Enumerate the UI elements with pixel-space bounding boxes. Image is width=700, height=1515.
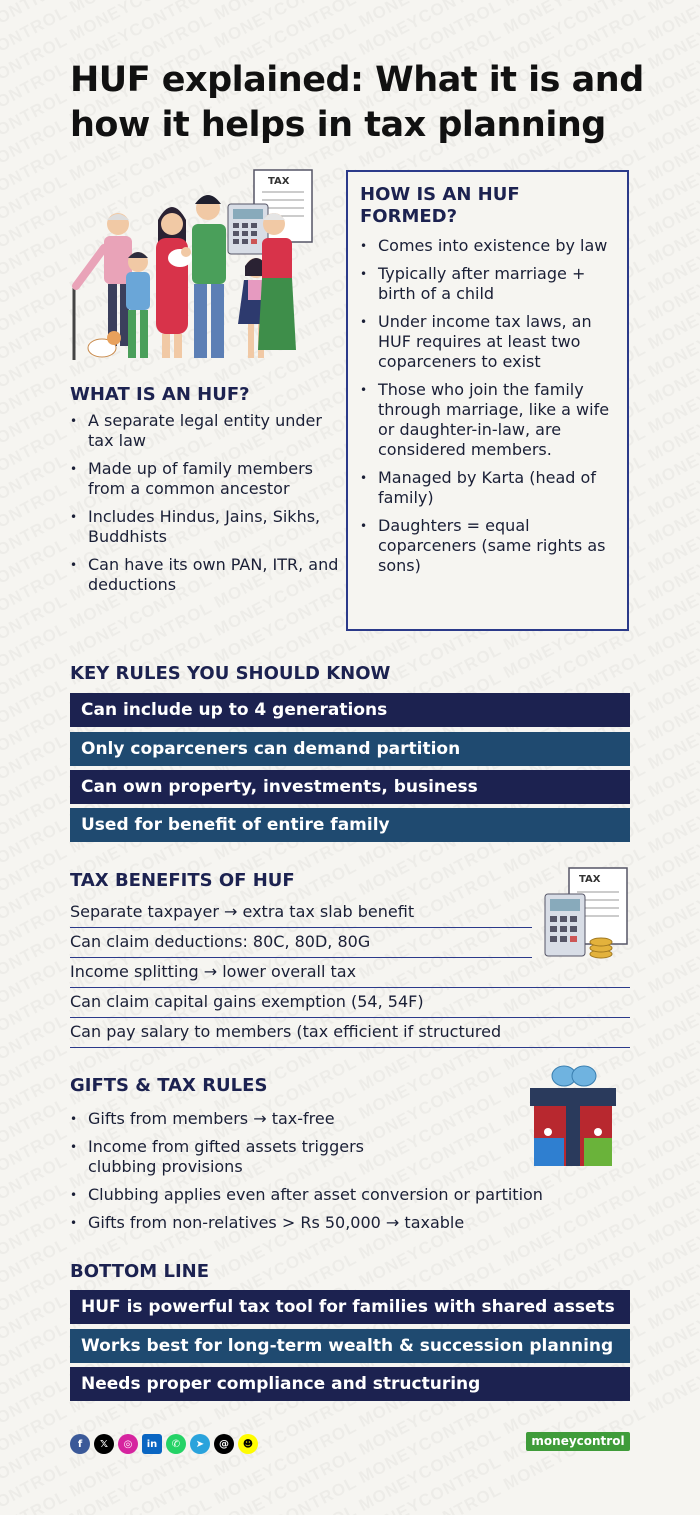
how-formed-box bbox=[346, 170, 629, 631]
list-item: • Comes into existence by law bbox=[360, 236, 622, 256]
list-item: • Can have its own PAN, ITR, and deductions bbox=[70, 555, 340, 595]
tax-doc-label: TAX bbox=[268, 176, 290, 187]
whatsapp-icon[interactable]: ✆ bbox=[166, 1434, 186, 1454]
key-rules-heading: KEY RULES YOU SHOULD KNOW bbox=[70, 663, 391, 684]
gift-box-icon bbox=[526, 1060, 620, 1168]
list-item: • Made up of family members from a common ancestor bbox=[70, 459, 340, 499]
watermark-row bbox=[0, 0, 700, 59]
list-item: • Those who join the family through marriage, like a wife or daughter-in-law, are considered members. bbox=[360, 380, 622, 460]
key-rule-bar: Only coparceners can demand partition bbox=[70, 732, 630, 766]
bottom-line-bar: HUF is powerful tax tool for families with shared assets bbox=[70, 1290, 630, 1324]
bottom-line-heading: BOTTOM LINE bbox=[70, 1261, 209, 1282]
list-item: • Under income tax laws, an HUF requires at least two coparceners to exist bbox=[360, 312, 622, 372]
list-item: • Gifts from members → tax-free bbox=[70, 1109, 630, 1129]
benefit-row: Can claim deductions: 80C, 80D, 80G bbox=[70, 932, 371, 951]
tax-doc-label: TAX bbox=[579, 874, 601, 885]
telegram-icon[interactable]: ➤ bbox=[190, 1434, 210, 1454]
what-is-list bbox=[70, 411, 340, 595]
divider bbox=[70, 957, 532, 958]
benefit-row: Can pay salary to members (tax efficient if structured bbox=[70, 1022, 502, 1041]
divider bbox=[70, 1017, 630, 1018]
linkedin-icon[interactable]: in bbox=[142, 1434, 162, 1454]
divider bbox=[70, 1047, 630, 1048]
list-item: • Includes Hindus, Jains, Sikhs, Buddhists bbox=[70, 507, 340, 547]
what-is-heading: WHAT IS AN HUF? bbox=[70, 384, 250, 405]
bottom-line-bar: Needs proper compliance and structuring bbox=[70, 1367, 630, 1401]
instagram-icon[interactable]: ◎ bbox=[118, 1434, 138, 1454]
list-item: • Managed by Karta (head of family) bbox=[360, 468, 622, 508]
benefit-row: Separate taxpayer → extra tax slab benefit bbox=[70, 902, 415, 921]
how-formed-list bbox=[360, 236, 622, 576]
family-illustration bbox=[68, 168, 320, 364]
x-icon[interactable]: 𝕏 bbox=[94, 1434, 114, 1454]
list-item: • Daughters = equal coparceners (same rights as sons) bbox=[360, 516, 622, 576]
divider bbox=[70, 987, 630, 988]
bottom-line-bar: Works best for long-term wealth & succession planning bbox=[70, 1329, 630, 1363]
gifts-heading: GIFTS & TAX RULES bbox=[70, 1075, 268, 1096]
tax-benefits-heading: TAX BENEFITS OF HUF bbox=[70, 870, 295, 891]
watermark-row bbox=[0, 0, 700, 31]
page-title: HUF explained: What it is and how it helps in tax planning bbox=[70, 60, 644, 145]
list-item: • Income from gifted assets triggers clubbing provisions bbox=[70, 1137, 428, 1177]
list-item: • Gifts from non-relatives > Rs 50,000 → taxable bbox=[70, 1213, 630, 1233]
father-figure bbox=[192, 195, 226, 358]
social-links bbox=[70, 1434, 258, 1454]
grandfather-figure bbox=[74, 213, 132, 360]
list-item: • Typically after marriage + birth of a child bbox=[360, 264, 622, 304]
how-formed-heading: HOW IS AN HUF FORMED? bbox=[360, 184, 520, 227]
snapchat-icon[interactable]: ☻ bbox=[238, 1434, 258, 1454]
key-rule-bar: Can own property, investments, business bbox=[70, 770, 630, 804]
benefit-row: Can claim capital gains exemption (54, 54F) bbox=[70, 992, 424, 1011]
moneycontrol-logo[interactable]: moneycontrol bbox=[526, 1432, 630, 1451]
tax-calculator-illustration bbox=[543, 866, 631, 960]
list-item: • Clubbing applies even after asset conversion or partition bbox=[70, 1185, 630, 1205]
threads-icon[interactable]: @ bbox=[214, 1434, 234, 1454]
benefit-row: Income splitting → lower overall tax bbox=[70, 962, 357, 981]
facebook-icon[interactable]: f bbox=[70, 1434, 90, 1454]
list-item: • A separate legal entity under tax law bbox=[70, 411, 340, 451]
watermark-row bbox=[0, 0, 700, 3]
divider bbox=[70, 927, 532, 928]
mother-figure bbox=[156, 207, 192, 358]
key-rule-bar: Used for benefit of entire family bbox=[70, 808, 630, 842]
dog-figure bbox=[88, 331, 121, 357]
key-rule-bar: Can include up to 4 generations bbox=[70, 693, 630, 727]
